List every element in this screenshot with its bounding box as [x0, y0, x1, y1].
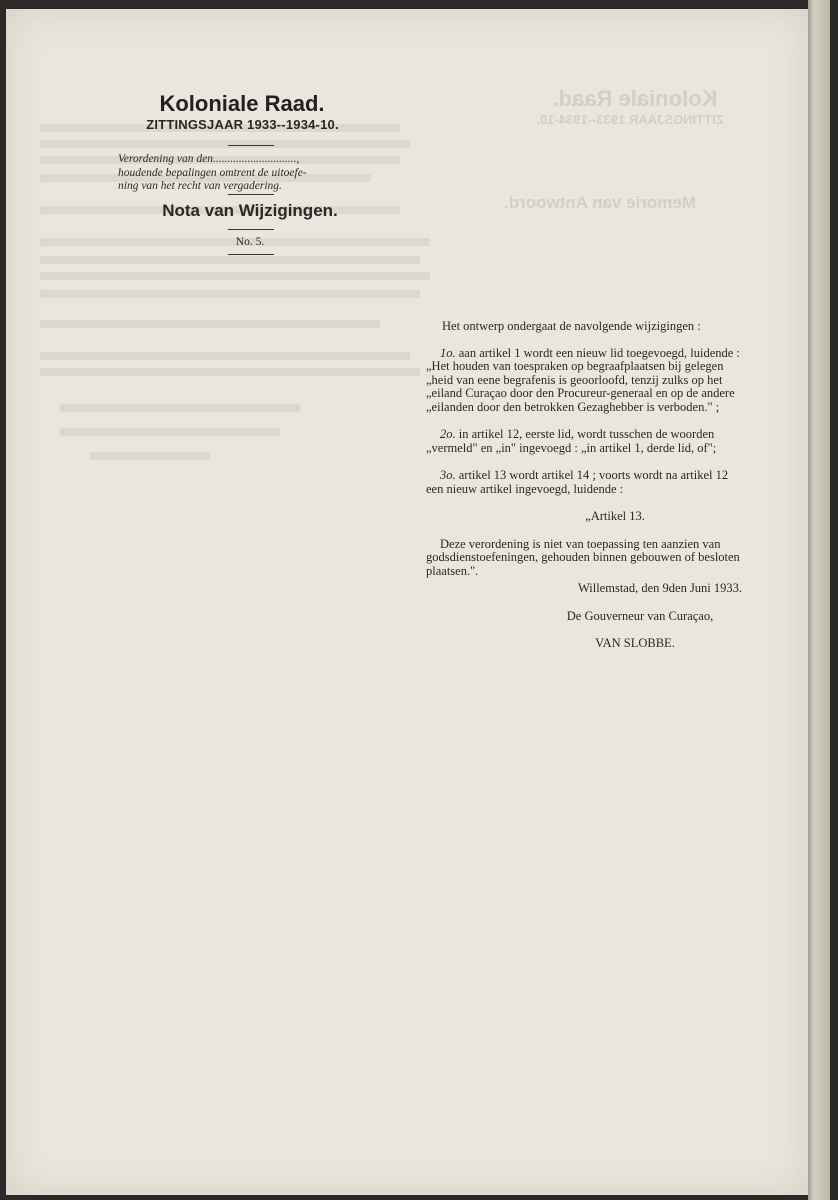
signatory-title: De Gouverneur van Curaçao, [566, 608, 714, 623]
item-number: 3o. [440, 468, 456, 482]
subject-line: houdende bepalingen omtrent de uitoefe- [118, 166, 307, 179]
item-text: aan artikel 1 wordt een nieuw lid toegevoegd, luidende : [458, 345, 740, 360]
divider-rule [228, 229, 274, 230]
article-text [426, 538, 804, 579]
subject-block [118, 153, 380, 194]
item-number: 2o. [440, 427, 456, 441]
quote-line: „eiland Curaçao door den Procureur-generaal en op de andere [426, 386, 735, 400]
place-date: Willemstad, den 9den Juni 1933. [577, 581, 743, 595]
quote-line: „Het houden van toespraken op begraafplaatsen bij gelegen [426, 359, 724, 373]
bleed-through-line [40, 368, 420, 376]
item-number: 1o. [440, 345, 456, 360]
bleed-through-line [60, 428, 280, 436]
quote-line: „heid van eene begrafenis is geoorloofd, tenzij zulks op het [426, 372, 723, 387]
item-text-line: „vermeld" en „in" ingevoegd : „in artikel 1, derde lid, of"; [426, 440, 717, 455]
document-number: No. 5. [235, 236, 265, 248]
amendment-body [426, 320, 804, 665]
council-title: Koloniale Raad. [159, 91, 325, 116]
divider-rule [228, 254, 274, 255]
bleed-through-line [40, 140, 410, 148]
article-heading: „Artikel 13. [585, 509, 645, 523]
intro-text: Het ontwerp ondergaat de navolgende wijzigingen : [442, 319, 701, 333]
page-edge-dark [830, 0, 838, 1200]
session-line: ZITTINGSJAAR 1933--1934-10. [146, 117, 339, 132]
item-text: artikel 13 wordt artikel 14 ; voorts wordt na artikel 12 [458, 468, 729, 482]
article-text-line: godsdienstoefeningen, gehouden binnen gebouwen of besloten [426, 550, 740, 564]
bleed-through-line [40, 256, 420, 264]
divider-rule [228, 145, 274, 146]
divider-rule [228, 194, 274, 195]
amendment-item-3 [426, 469, 804, 496]
subject-line: ning van het recht van vergadering. [118, 180, 282, 192]
signatory-name: VAN SLOBBE. [595, 636, 675, 650]
page-edge-shadow [808, 0, 814, 1200]
amendment-item-1 [426, 347, 804, 415]
article-text-line: plaatsen.". [426, 563, 479, 578]
bleed-through-line [40, 272, 430, 280]
bleed-through-line [40, 320, 380, 328]
quote-line: „eilanden door den betrokken Gezaghebber is verboden." ; [426, 399, 720, 414]
amendment-item-2 [426, 428, 804, 455]
item-text-line: een nieuw artikel ingevoegd, luidende : [426, 481, 624, 496]
article-text-line: Deze verordening is niet van toepassing ten aanzien van [440, 536, 721, 551]
page-edge [808, 0, 838, 1200]
bleed-through-line [40, 352, 410, 360]
bleed-through-line [90, 452, 210, 460]
document-title: Nota van Wijzigingen. [162, 201, 338, 220]
item-text: in artikel 12, eerste lid, wordt tusschen de woorden [458, 427, 715, 441]
subject-line: Verordening van den............................., [118, 153, 300, 165]
bleed-through-line [60, 404, 300, 412]
bleed-through-line [40, 290, 420, 298]
